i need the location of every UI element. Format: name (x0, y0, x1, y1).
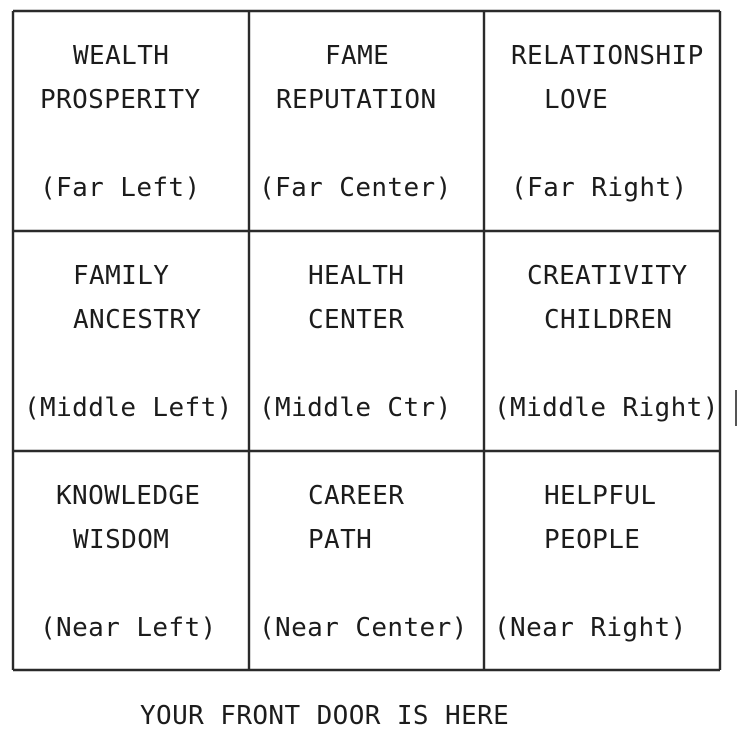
cell-far-center-line1: FAME (325, 41, 390, 71)
cell-near-right-position: (Near Right) (494, 613, 687, 643)
cell-near-left-line1: KNOWLEDGE (56, 481, 201, 511)
cell-far-left (40, 41, 201, 203)
cell-near-left (40, 481, 217, 643)
cell-far-right (511, 41, 704, 203)
cell-far-left-line2: PROSPERITY (40, 85, 201, 115)
cell-near-right-line1: HELPFUL (544, 481, 657, 511)
cell-near-center-line1: CAREER (308, 481, 405, 511)
front-door-label: YOUR FRONT DOOR IS HERE (140, 701, 510, 731)
cell-middle-left-line1: FAMILY (73, 261, 170, 291)
cell-near-center-position: (Near Center) (259, 613, 468, 643)
cell-middle-right-position: (Middle Right) (494, 393, 719, 423)
cell-far-left-position: (Far Left) (40, 173, 201, 203)
cell-far-right-position: (Far Right) (511, 173, 688, 203)
cell-far-center-line2: REPUTATION (276, 85, 437, 115)
cell-middle-center-position: (Middle Ctr) (259, 393, 452, 423)
cell-middle-right-line2: CHILDREN (544, 305, 673, 335)
cell-near-left-position: (Near Left) (40, 613, 217, 643)
cell-far-right-line2: LOVE (544, 85, 609, 115)
cell-middle-right-line1: CREATIVITY (527, 261, 688, 291)
cell-middle-right (494, 261, 719, 423)
cell-near-left-line2: WISDOM (73, 525, 170, 555)
cell-middle-center-line1: HEALTH (308, 261, 405, 291)
cell-middle-left (24, 261, 233, 423)
cell-middle-center-line2: CENTER (308, 305, 405, 335)
cell-near-center-line2: PATH (308, 525, 373, 555)
cell-near-right (494, 481, 687, 643)
cell-far-left-line1: WEALTH (73, 41, 170, 71)
cell-near-center (259, 481, 468, 643)
cell-near-right-line2: PEOPLE (544, 525, 641, 555)
cell-far-center-position: (Far Center) (259, 173, 452, 203)
cell-middle-left-position: (Middle Left) (24, 393, 233, 423)
cell-middle-center (259, 261, 452, 423)
cell-far-center (259, 41, 452, 203)
cell-middle-left-line2: ANCESTRY (73, 305, 202, 335)
cell-far-right-line1: RELATIONSHIP (511, 41, 704, 71)
